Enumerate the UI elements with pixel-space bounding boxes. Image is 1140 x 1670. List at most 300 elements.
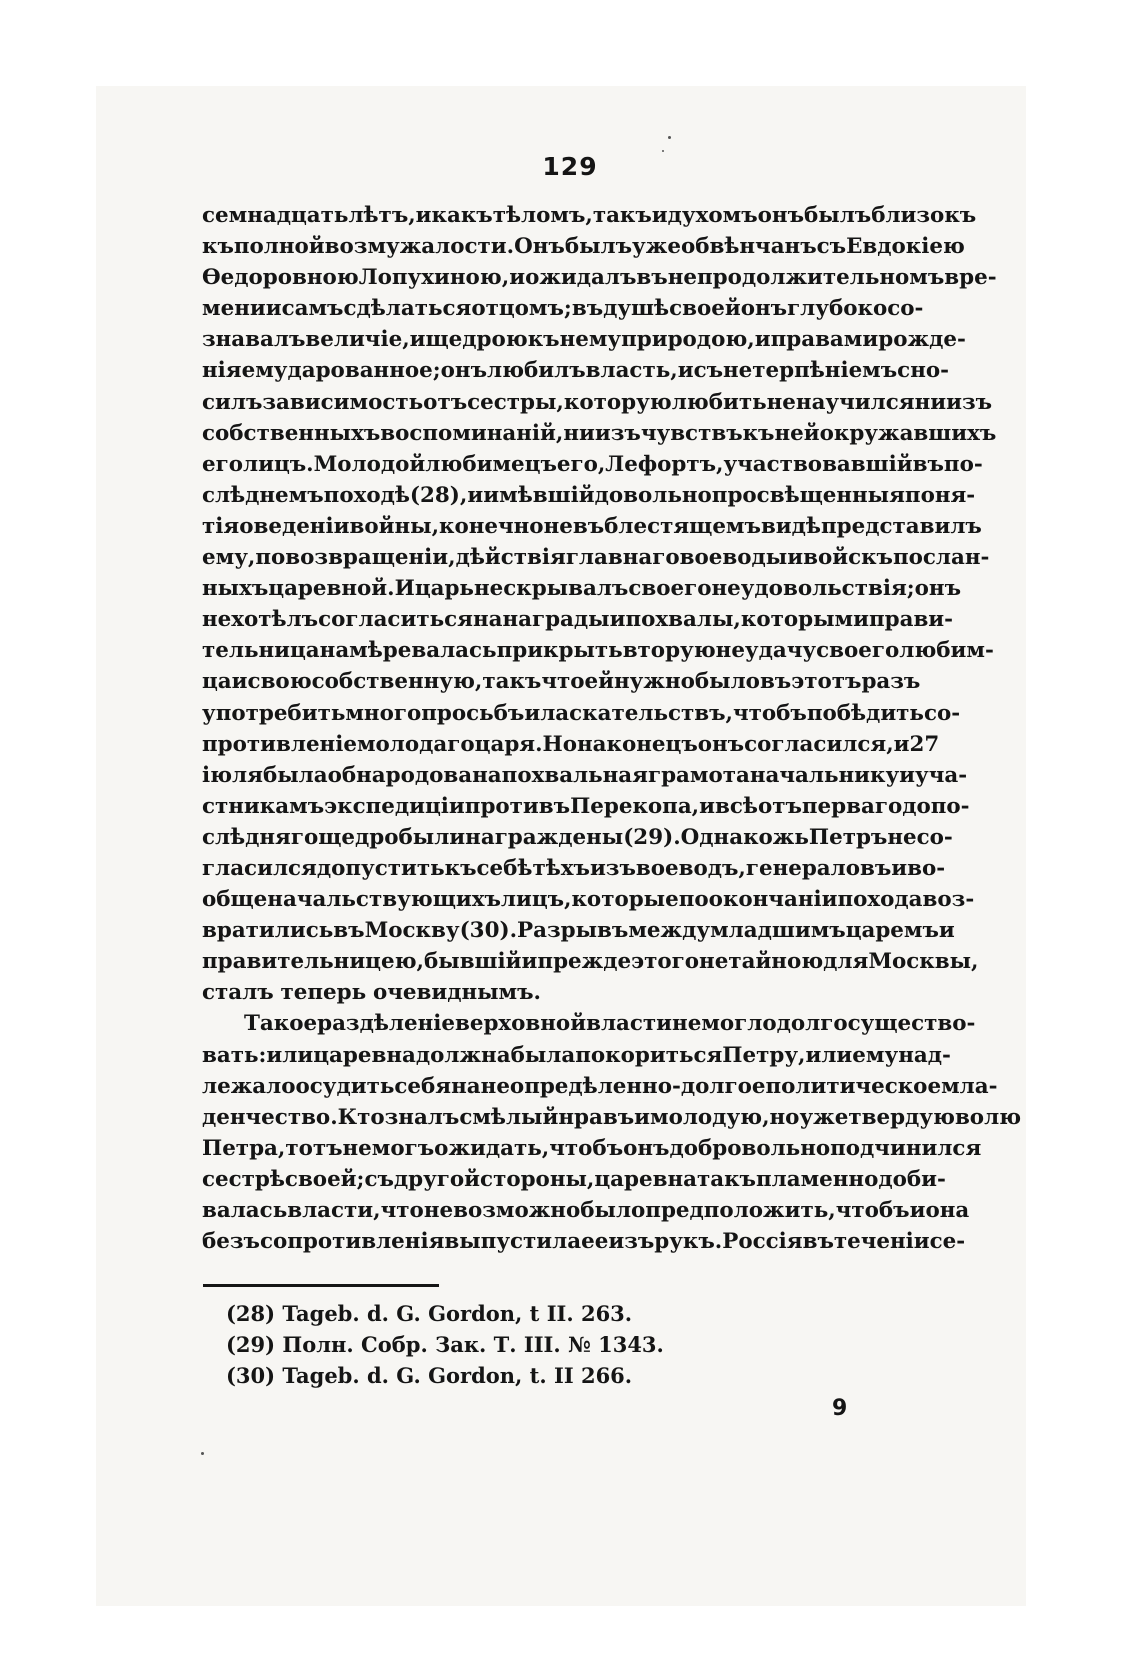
word: просвѣщенныя — [711, 482, 905, 508]
word: нравъ — [558, 1104, 635, 1130]
word: тотъ — [285, 1135, 343, 1161]
print-speck — [668, 136, 671, 139]
word: стороны, — [480, 1166, 595, 1192]
word: воеводы — [679, 545, 788, 571]
word: 27 — [909, 731, 940, 757]
printer-signature-mark: 9 — [832, 1396, 848, 1421]
word: глубоко — [787, 296, 888, 322]
print-speck — [662, 150, 664, 152]
text-line — [202, 760, 968, 791]
word: было — [694, 669, 760, 695]
word: веденіи — [253, 513, 350, 539]
text-line — [202, 231, 965, 262]
word: неудовольствія; — [711, 576, 915, 602]
word: очевиднымъ. — [372, 980, 541, 1006]
word: въ — [572, 513, 605, 539]
word: она — [925, 1198, 970, 1223]
word: до — [902, 793, 931, 819]
word: онъ — [440, 358, 487, 384]
word: могло — [701, 1011, 777, 1037]
word: царевной. — [268, 576, 395, 602]
word: прави- — [868, 607, 954, 633]
word: молодую, — [649, 1104, 770, 1130]
word: молодаго — [356, 731, 475, 757]
word: войны, — [349, 513, 440, 539]
word: се- — [929, 1229, 966, 1255]
word: духомъ — [667, 203, 758, 228]
word: въ — [571, 296, 604, 322]
word: онъ — [697, 731, 745, 757]
word: Такое — [244, 1011, 318, 1037]
word: противъ — [464, 793, 571, 819]
word: прикрыть — [496, 638, 623, 664]
text-line — [202, 573, 961, 604]
word: самъ — [281, 296, 344, 322]
word: любилъ — [486, 358, 586, 384]
word: обнародована — [327, 762, 502, 788]
word: денчество. — [202, 1104, 338, 1130]
word: но — [769, 1104, 800, 1130]
print-speck — [201, 1452, 204, 1455]
word: нетерпѣніемъ — [723, 358, 898, 384]
text-line — [202, 884, 975, 915]
word: къ — [742, 420, 775, 446]
word: щедрою — [425, 327, 528, 353]
word: и — [509, 265, 526, 291]
word: поня- — [904, 482, 976, 508]
word: его — [202, 451, 243, 477]
text-line — [202, 977, 914, 1008]
word: которыми — [740, 607, 869, 633]
word: Лефортъ, — [605, 451, 724, 477]
word: такъ — [482, 669, 542, 695]
text-line — [202, 1040, 951, 1071]
word: ни — [914, 389, 947, 415]
word: вторую — [622, 638, 716, 664]
word: со- — [887, 296, 924, 322]
word: величіе, — [305, 327, 410, 353]
word: доби- — [878, 1166, 946, 1192]
text-line — [202, 542, 990, 573]
word: во- — [907, 855, 946, 881]
word: награды — [502, 607, 610, 633]
word: ему — [241, 358, 288, 384]
word: со- — [923, 700, 961, 726]
word: и — [524, 700, 541, 726]
word: Кто — [337, 1104, 385, 1130]
word: ему — [852, 1042, 899, 1068]
word: уча- — [915, 762, 968, 788]
word: онъ — [740, 296, 788, 322]
word: съ — [816, 234, 847, 260]
word: твердую — [848, 1104, 955, 1130]
word: возвращеніи, — [285, 545, 456, 571]
word: семнадцать — [202, 203, 349, 228]
word: и — [754, 327, 771, 353]
word: тія — [202, 513, 240, 539]
word: экспедиціи — [324, 793, 465, 819]
word: и — [415, 203, 432, 228]
word: или — [805, 1042, 853, 1068]
text-line — [202, 791, 970, 822]
word: лицъ, — [500, 887, 572, 913]
word: воспоминаній, — [380, 420, 564, 446]
word: хотѣлъ — [231, 607, 319, 633]
word: возмужалости. — [324, 234, 515, 260]
word: награждены — [465, 824, 624, 850]
text-line — [202, 915, 955, 946]
text-line — [202, 355, 949, 386]
word: послан- — [892, 545, 990, 571]
word: себя — [394, 1073, 452, 1099]
word: полной — [233, 234, 325, 260]
word: над- — [898, 1042, 951, 1068]
word: правительницею, — [202, 949, 424, 975]
word: въ — [759, 669, 792, 695]
word: Москву — [364, 918, 460, 944]
word: въ — [333, 918, 365, 944]
word: изъ — [594, 420, 641, 446]
word: своей — [669, 296, 741, 322]
text-line — [202, 324, 966, 355]
word: пламенно — [755, 1166, 879, 1192]
word: Разрывъ — [517, 918, 629, 944]
text-line — [202, 418, 997, 449]
word: гласился — [202, 855, 317, 881]
word: добровольно — [669, 1135, 831, 1161]
text-line — [202, 200, 977, 231]
word: невозможно — [423, 1198, 581, 1223]
word: окончаніи — [708, 887, 838, 913]
word: войскъ — [803, 545, 893, 571]
word: неудачу — [715, 638, 817, 664]
word: начальствующихъ — [267, 887, 501, 913]
word: близокъ — [871, 203, 977, 228]
word: были — [398, 824, 466, 850]
word: могъ — [371, 1135, 435, 1161]
footnote-30: (30) Tageb. d. G. Gordon, t. II 266. — [226, 1363, 633, 1388]
word: на — [451, 1073, 481, 1099]
word: между — [628, 918, 711, 944]
word: теперь — [280, 980, 367, 1006]
word: мла- — [941, 1073, 998, 1099]
word: сталъ — [202, 980, 274, 1006]
word: грамота — [647, 762, 750, 788]
word: выпустила — [444, 1229, 582, 1255]
word: какъ — [431, 203, 493, 228]
word: ласкательствъ, — [540, 700, 733, 726]
word: прежде — [537, 949, 632, 975]
word: Петръ — [808, 824, 888, 850]
word: сдѣлаться — [343, 296, 472, 322]
word: обще — [202, 887, 268, 913]
word: было — [580, 1198, 646, 1223]
word: сестрѣ — [202, 1166, 285, 1192]
word: что — [541, 669, 585, 695]
word: похвалы, — [625, 607, 741, 633]
word: былъ — [564, 234, 633, 260]
word: и — [787, 545, 804, 571]
word: природою, — [621, 327, 755, 353]
word: похвальная — [501, 762, 648, 788]
word: довольно — [594, 482, 712, 508]
word: и — [651, 203, 668, 228]
text-line — [202, 1226, 966, 1257]
word: онъ — [623, 1135, 670, 1161]
word: употребить — [202, 700, 346, 726]
word: согласился, — [744, 731, 894, 757]
word: или — [266, 1042, 314, 1068]
word: Ѳедоровною — [202, 265, 359, 291]
word: по — [255, 545, 286, 571]
word: знавалъ — [202, 327, 306, 353]
word: что — [380, 1198, 424, 1223]
word: валась — [202, 1198, 288, 1223]
text-line — [202, 853, 946, 884]
word: ца — [202, 669, 232, 695]
word: была — [510, 1042, 576, 1068]
word: царевна — [313, 1042, 416, 1068]
word: Перекопа, — [570, 793, 700, 819]
word: Однакожь — [680, 824, 809, 850]
word: царевна — [594, 1166, 697, 1192]
word: любимецъ — [425, 451, 557, 477]
word: власти — [586, 1011, 673, 1037]
word: вратились — [202, 918, 334, 944]
word: другой — [393, 1166, 481, 1192]
word: въ — [636, 265, 668, 291]
word: зависимость — [262, 389, 424, 415]
word: нія — [202, 358, 242, 384]
word: собственную, — [311, 669, 483, 695]
word: ни — [563, 420, 595, 446]
word: по- — [930, 793, 970, 819]
text-line — [202, 604, 954, 635]
word: Евдокіею — [846, 234, 965, 260]
word: блестящемъ — [604, 513, 761, 539]
word: волю — [954, 1104, 1022, 1130]
word: онъ — [914, 576, 961, 602]
text-line — [202, 1102, 1022, 1133]
word: воеводъ, — [635, 855, 746, 881]
word: Молодой — [313, 451, 426, 477]
word: верховной — [454, 1011, 587, 1037]
word: своего — [628, 576, 712, 602]
word: побѣдить — [806, 700, 924, 726]
text-line — [202, 1164, 946, 1195]
word: силъ — [202, 389, 263, 415]
word: царемъ — [845, 918, 939, 944]
word: ей — [584, 669, 614, 695]
word: не — [672, 1011, 702, 1037]
body-text — [202, 200, 1022, 1257]
text-line — [202, 262, 997, 293]
word: зналъ — [384, 1104, 460, 1130]
word: о — [239, 513, 254, 539]
word: тѣломъ, — [492, 203, 593, 228]
word: неопредѣленно-долгое — [480, 1073, 766, 1099]
word: не — [543, 513, 573, 539]
word: къ — [444, 855, 477, 881]
word: и — [899, 762, 916, 788]
word: имѣвшій — [483, 482, 595, 508]
word: отъ — [757, 793, 802, 819]
word: свою — [247, 669, 312, 695]
word: много — [345, 700, 422, 726]
word: власти, — [287, 1198, 381, 1223]
word: похода — [837, 887, 923, 913]
text-line — [202, 822, 953, 853]
word: и — [891, 855, 908, 881]
word: любить — [671, 389, 767, 415]
word: щедро — [318, 824, 399, 850]
word: іюля — [202, 762, 263, 788]
word: этого — [631, 949, 700, 975]
word: подчинился — [830, 1135, 982, 1161]
text-line — [202, 449, 983, 480]
word: чтобъ — [835, 1198, 910, 1223]
word: своего — [816, 638, 900, 664]
word: ней — [774, 420, 820, 446]
word: на — [472, 607, 503, 633]
text-line — [202, 480, 976, 511]
word: этотъ — [791, 669, 862, 695]
word: Петра, — [202, 1135, 286, 1161]
word: наконецъ — [577, 731, 698, 757]
word: слѣдняго — [202, 824, 319, 850]
word: Петру, — [722, 1042, 806, 1068]
word: бывшій — [423, 949, 522, 975]
word: отцомъ; — [471, 296, 572, 322]
word: скрывалъ — [503, 576, 629, 602]
text-line — [202, 511, 982, 542]
text-line — [202, 635, 994, 666]
word: къ — [202, 234, 234, 260]
word: тѣхъ — [532, 855, 590, 881]
word: любим- — [899, 638, 994, 664]
word: такъ — [592, 203, 652, 228]
word: изъ — [946, 389, 993, 415]
word: начальнику — [749, 762, 900, 788]
word: былъ — [803, 203, 872, 228]
word: ныхъ — [202, 576, 269, 602]
word: къ — [527, 327, 560, 353]
word: (29). — [623, 824, 681, 850]
word: въ — [912, 451, 944, 477]
footnotes — [226, 1298, 664, 1391]
word: царь — [414, 576, 474, 602]
word: не — [699, 949, 729, 975]
word: лицъ. — [243, 451, 314, 477]
word: не — [342, 1135, 372, 1161]
word: съ — [364, 1166, 394, 1192]
word: Лопухиною, — [358, 265, 510, 291]
word: научился — [795, 389, 915, 415]
word: младшимъ — [710, 918, 846, 944]
word: по- — [943, 451, 983, 477]
word: и — [521, 949, 538, 975]
word: предположить, — [645, 1198, 836, 1223]
word: и — [409, 327, 426, 353]
word: чувствъ — [640, 420, 743, 446]
word: и — [265, 296, 282, 322]
word: изъ — [589, 855, 636, 881]
word: тельница — [202, 638, 320, 664]
word: чтобъ — [549, 1135, 624, 1161]
word: допустить — [316, 855, 445, 881]
word: осудить — [295, 1073, 395, 1099]
word: не — [202, 607, 232, 633]
word: ожидать, — [434, 1135, 550, 1161]
word: безъ — [202, 1229, 260, 1255]
word: и — [677, 358, 694, 384]
word: рукъ. — [654, 1229, 723, 1255]
word: Россія — [722, 1229, 803, 1255]
word: генераловъ — [745, 855, 892, 881]
text-line — [202, 387, 993, 418]
word: походѣ — [323, 482, 410, 508]
word: обвѣнчанъ — [680, 234, 817, 260]
word: вать: — [202, 1042, 267, 1068]
word: съ — [693, 358, 723, 384]
word: главнаго — [565, 545, 680, 571]
text-line — [202, 946, 979, 977]
word: и — [609, 607, 626, 633]
word: нему — [559, 327, 622, 353]
word: вре- — [944, 265, 997, 291]
word: которые — [571, 887, 679, 913]
word: и — [938, 918, 955, 944]
word: покориться — [575, 1042, 723, 1068]
word: воз- — [922, 887, 975, 913]
text-line — [202, 1071, 998, 1102]
word: разъ — [861, 669, 921, 695]
word: и — [634, 1104, 650, 1130]
word: Но — [542, 731, 578, 757]
word: отъ — [423, 389, 468, 415]
footnote-separator — [203, 1284, 439, 1287]
text-line — [202, 698, 961, 729]
word: непродолжительномъ — [667, 265, 945, 291]
word: ожидалъ — [525, 265, 637, 291]
word: власть, — [585, 358, 678, 384]
word: не — [473, 576, 504, 602]
word: раздѣленіе — [317, 1011, 455, 1037]
word: для — [823, 949, 869, 975]
word: лѣтъ, — [348, 203, 416, 228]
word: онъ — [757, 203, 804, 228]
word: существо- — [847, 1011, 976, 1037]
word: и — [231, 669, 248, 695]
word: (30). — [459, 918, 518, 944]
word: сно- — [897, 358, 949, 384]
word: чтобъ — [732, 700, 807, 726]
word: должна — [415, 1042, 511, 1068]
word: сопротивленія — [259, 1229, 445, 1255]
word: И — [394, 576, 415, 602]
word: правами — [770, 327, 879, 353]
text-line — [202, 666, 921, 697]
word: (28), — [409, 482, 468, 508]
text-line — [202, 729, 940, 760]
word: Онъ — [514, 234, 565, 260]
word: была — [262, 762, 328, 788]
word: ему, — [202, 545, 256, 571]
footnote-29: (29) Полн. Собр. Зак. Т. III. № 1343. — [226, 1332, 664, 1357]
word: въ — [802, 1229, 834, 1255]
word: представилъ — [820, 513, 982, 539]
word: политическое — [765, 1073, 942, 1099]
